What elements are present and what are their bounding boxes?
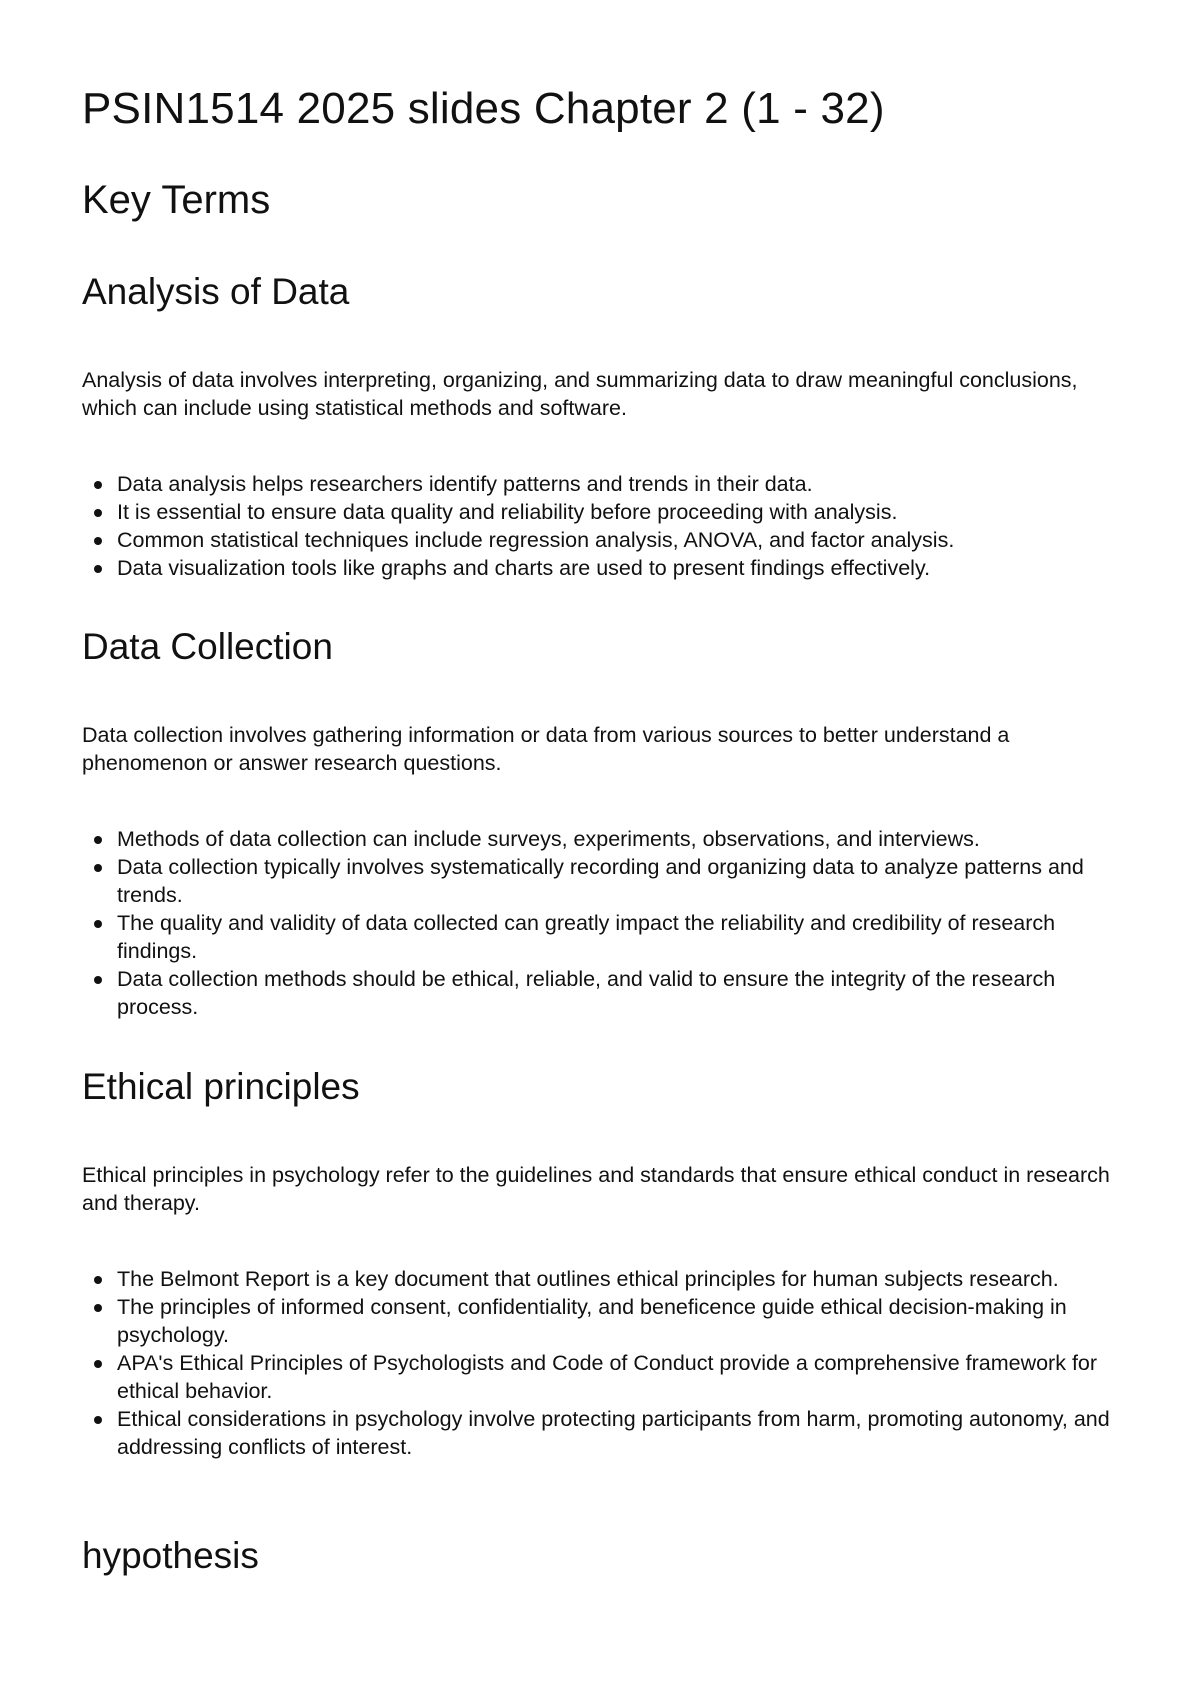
list-item: The quality and validity of data collected can greatly impact the reliability and credibility of research findings. (117, 909, 1132, 965)
list-item: Methods of data collection can include surveys, experiments, observations, and interviews. (117, 825, 1132, 853)
list-item: Ethical considerations in psychology involve protecting participants from harm, promoting autonomy, and addressing conflicts of interest. (117, 1405, 1132, 1461)
list-item: Common statistical techniques include regression analysis, ANOVA, and factor analysis. (117, 526, 1132, 554)
list-item: The principles of informed consent, confidentiality, and beneficence guide ethical decision-making in psychology. (117, 1293, 1132, 1349)
section-heading: Data Collection (82, 626, 333, 667)
section-analysis-of-data (82, 270, 1132, 582)
list-item: Data visualization tools like graphs and charts are used to present findings effectively. (117, 554, 1132, 582)
section-ethical-principles (82, 1065, 1132, 1461)
list-item: Data collection methods should be ethical, reliable, and valid to ensure the integrity of the research process. (117, 965, 1132, 1021)
section-definition: Analysis of data involves interpreting, organizing, and summarizing data to draw meaningful conclusions, which can include using statistical methods and software. (82, 368, 1078, 420)
section-heading: Analysis of Data (82, 271, 350, 312)
section-data-collection (82, 625, 1132, 1021)
key-terms-heading: Key Terms (82, 178, 271, 222)
list-item: APA's Ethical Principles of Psychologists and Code of Conduct provide a comprehensive framework for ethical behavior. (117, 1349, 1132, 1405)
section-definition: Ethical principles in psychology refer to the guidelines and standards that ensure ethical conduct in research and therapy. (82, 1163, 1110, 1215)
section-heading: hypothesis (82, 1535, 259, 1576)
list-item: It is essential to ensure data quality and reliability before proceeding with analysis. (117, 498, 1132, 526)
section-heading: Ethical principles (82, 1066, 360, 1107)
bullet-list (82, 825, 1132, 1021)
list-item: Data analysis helps researchers identify patterns and trends in their data. (117, 470, 1132, 498)
section-hypothesis (82, 1534, 1132, 1578)
list-item: The Belmont Report is a key document that outlines ethical principles for human subjects research. (117, 1265, 1132, 1293)
bullet-list (82, 470, 1132, 582)
list-item: Data collection typically involves systematically recording and organizing data to analyze patterns and trends. (117, 853, 1132, 909)
section-definition: Data collection involves gathering information or data from various sources to better understand a phenomenon or answer research questions. (82, 723, 1010, 775)
document-title: PSIN1514 2025 slides Chapter 2 (1 - 32) (82, 84, 885, 133)
bullet-list (82, 1265, 1132, 1461)
